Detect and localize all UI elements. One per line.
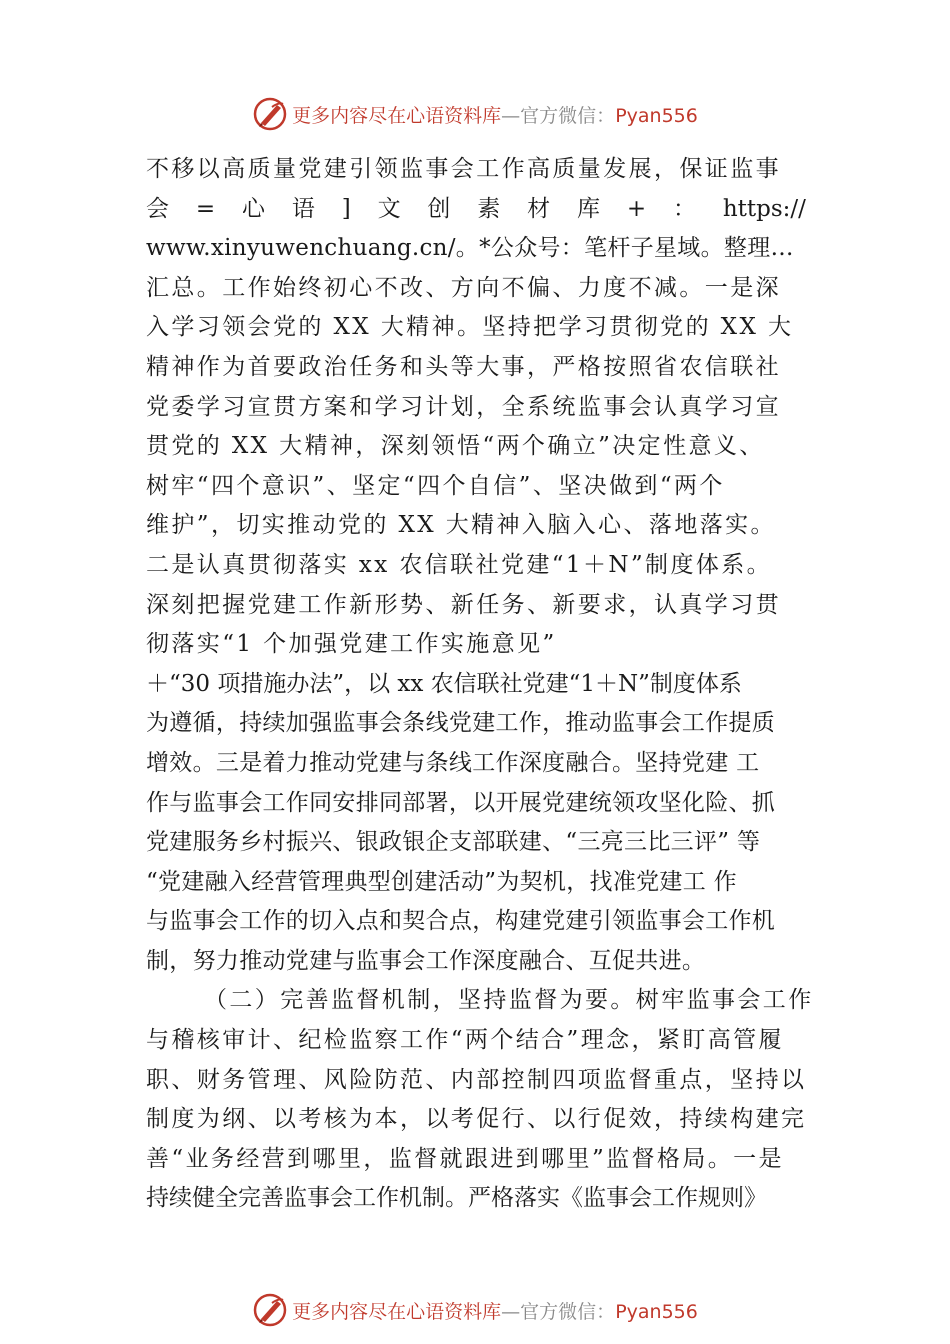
text-line: 持续健全完善监事会工作机制。严格落实《监事会工作规则》 — [146, 1185, 767, 1212]
text-line: 入学习领会党的 XX 大精神。坚持把学习贯彻党的 XX 大 — [146, 314, 794, 341]
text-line: “党建融入经营管理典型创建活动”为契机，找准党建工 作 — [146, 868, 737, 895]
text-line-spread — [146, 190, 806, 230]
spread-char: ： — [673, 195, 696, 222]
spread-char: 材 — [527, 195, 551, 222]
text-line: 维护”，切实推动党的 XX 大精神入脑入心、落地落实。 — [146, 512, 776, 539]
text-line: 制度为纲、以考核为本，以考促行、以行促效，持续构建完 — [146, 1106, 807, 1133]
text-line: 党建服务乡村振兴、银政银企支部联建、“三亮三比三评” 等 — [146, 829, 761, 856]
spread-char: + — [626, 195, 647, 222]
text-line: 彻落实“1 个加强党建工作实施意见” — [146, 631, 557, 658]
spread-char: 文 — [377, 195, 401, 222]
banner-wechat-label: —官方微信： — [501, 1300, 616, 1323]
text-line: 增效。三是着力推动党建与条线工作深度融合。坚持党建 工 — [146, 749, 760, 776]
spread-char: 会 — [146, 195, 169, 222]
banner-text — [292, 101, 698, 128]
text-line: 不移以高质量党建引领监事会工作高质量发展，保证监事 — [146, 156, 781, 182]
document-body — [146, 150, 826, 1219]
spread-char: 心 — [242, 195, 265, 222]
text-line: 党委学习宣贯方案和学习计划，全系统监事会认真学习宣 — [146, 393, 781, 420]
pen-logo-icon — [252, 1292, 288, 1328]
text-line: 善“业务经营到哪里，监督就跟进到哪里”监督格局。一是 — [146, 1145, 784, 1172]
spread-char: 创 — [427, 195, 451, 222]
banner-site-name: 更多内容尽在心语资料库 — [292, 104, 502, 127]
spread-char: 库 — [577, 195, 600, 222]
pen-logo-icon — [252, 96, 288, 132]
banner-wechat-label: —官方微信： — [501, 104, 616, 127]
section-heading-line: （二）完善监督机制，坚持监督为要。树牢监事会工作 — [204, 987, 814, 1014]
text-line: 作与监事会工作同安排同部署，以开展党建统领攻坚化险、抓 — [146, 789, 776, 816]
spread-char: https:// — [722, 195, 806, 222]
text-line: 贯党的 XX 大精神，深刻领悟“两个确立”决定性意义、 — [146, 433, 765, 460]
text-line: 制，努力推动党建与监事会工作深度融合、互促共进。 — [146, 947, 706, 974]
banner-wechat-id: Pyan556 — [615, 1300, 698, 1323]
spread-char: ] — [341, 195, 351, 222]
spread-char: 语 — [291, 195, 315, 222]
spread-char: = — [195, 195, 216, 222]
text-line: 与稽核审计、纪检监察工作“两个结合”理念，紧盯高管履 — [146, 1027, 784, 1054]
text-line: www.xinyuwenchuang.cn/。*公众号：笔杆子星域。整理… — [146, 235, 794, 262]
text-line: 与监事会工作的切入点和契合点，构建党建引领监事会工作机 — [146, 908, 776, 935]
text-line: 深刻把握党建工作新形势、新任务、新要求，认真学习贯 — [146, 591, 781, 618]
spread-char: 素 — [477, 195, 501, 222]
text-line: 精神作为首要政治任务和头等大事，严格按照省农信联社 — [146, 353, 781, 380]
banner-wechat-id: Pyan556 — [615, 104, 698, 127]
text-line: ＋“30 项措施办法”，以 xx 农信联社党建“1＋N”制度体系 — [146, 670, 742, 697]
text-line: 二是认真贯彻落实 xx 农信联社党建“1＋N”制度体系。 — [146, 551, 773, 578]
banner-site-name: 更多内容尽在心语资料库 — [292, 1300, 502, 1323]
footer-banner — [0, 1290, 950, 1330]
header-banner — [0, 94, 950, 134]
text-line: 为遵循，持续加强监事会条线党建工作，推动监事会工作提质 — [146, 710, 776, 737]
text-line: 职、财务管理、风险防范、内部控制四项监督重点，坚持以 — [146, 1066, 807, 1093]
text-line: 汇总。工作始终初心不改、方向不偏、力度不减。一是深 — [146, 274, 781, 301]
banner-text — [292, 1297, 698, 1324]
text-line: 树牢“四个意识”、坚定“四个自信”、坚决做到“两个 — [146, 472, 725, 499]
